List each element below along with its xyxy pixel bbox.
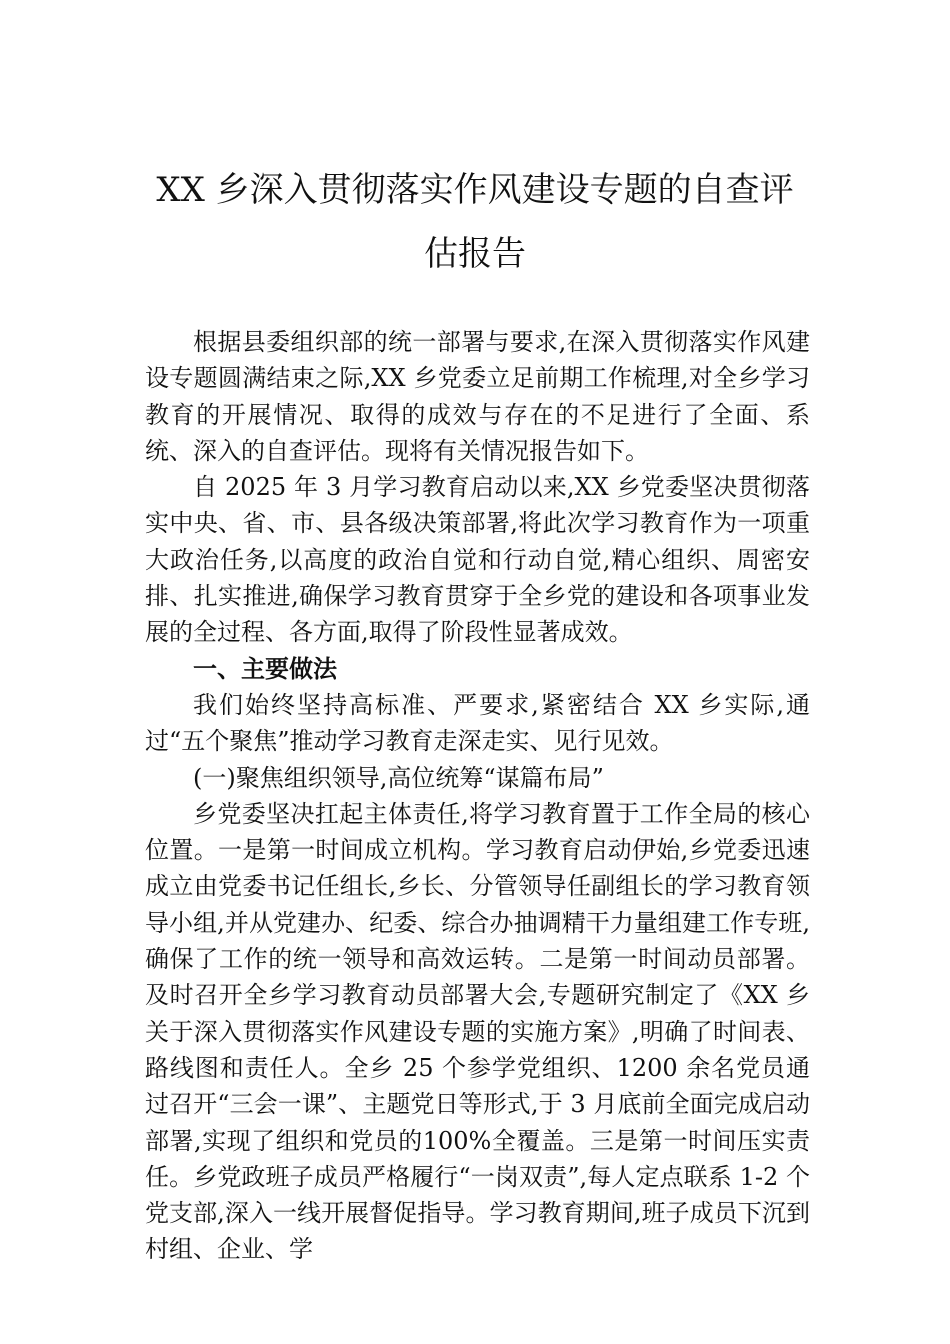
title-line-2: 估报告 — [424, 234, 526, 274]
section-intro-paragraph: 我们始终坚持高标准、严要求,紧密结合 XX 乡实际,通过“五个聚焦”推动学习教育走深走实、见行见效。 — [145, 690, 810, 756]
overview-paragraph: 自 2025 年 3 月学习教育启动以来,XX 乡党委坚决贯彻落实中央、省、市、县各级决策部署,将此次学习教育作为一项重大政治任务,以高度的政治自觉和行动自觉,精心组织、周密安排、扎实推进,确保学习教育贯穿于全乡党的建设和各项事业发展的全过程、各方面,取得了阶段性显著成效。 — [145, 473, 810, 647]
title-line-1: XX 乡深入贯彻落实作风建设专题的自查评 — [156, 170, 794, 210]
section-heading-main-practices: 一、主要做法 — [193, 654, 337, 683]
intro-paragraph: 根据县委组织部的统一部署与要求,在深入贯彻落实作风建设专题圆满结束之际,XX 乡党委立足前期工作梳理,对全乡学习教育的开展情况、取得的成效与存在的不足进行了全面、系统、深入的自查评估。现将有关情况报告如下。 — [145, 328, 810, 465]
document-title — [140, 158, 810, 286]
document-body — [145, 324, 810, 1268]
subsection-paragraph-organization: 乡党委坚决扛起主体责任,将学习教育置于工作全局的核心位置。一是第一时间成立机构。学习教育启动伊始,乡党委迅速成立由党委书记任组长,乡长、分管领导任副组长的学习教育领导小组,并从党建办、纪委、综合办抽调精干力量组建工作专班,确保了工作的统一领导和高效运转。二是第一时间动员部署。及时召开全乡学习教育动员部署大会,专题研究制定了《XX 乡关于深入贯彻落实作风建设专题的实施方案》,明确了时间表、路线图和责任人。全乡 25 个参学党组织、1200 余名党员通过召开“三会一课”、主题党日等形式,于 3 月底前全面完成启动部署,实现了组织和党员的100%全覆盖。三是第一时间压实责任。乡党政班子成员严格履行“一岗双责”,每人定点联系 1-2 个党支部,深入一线开展督促指导。学习教育期间,班子成员下沉到村组、企业、学 — [145, 799, 810, 1264]
subsection-heading-organization: (一)聚焦组织领导,高位统筹“谋篇布局” — [193, 763, 604, 792]
